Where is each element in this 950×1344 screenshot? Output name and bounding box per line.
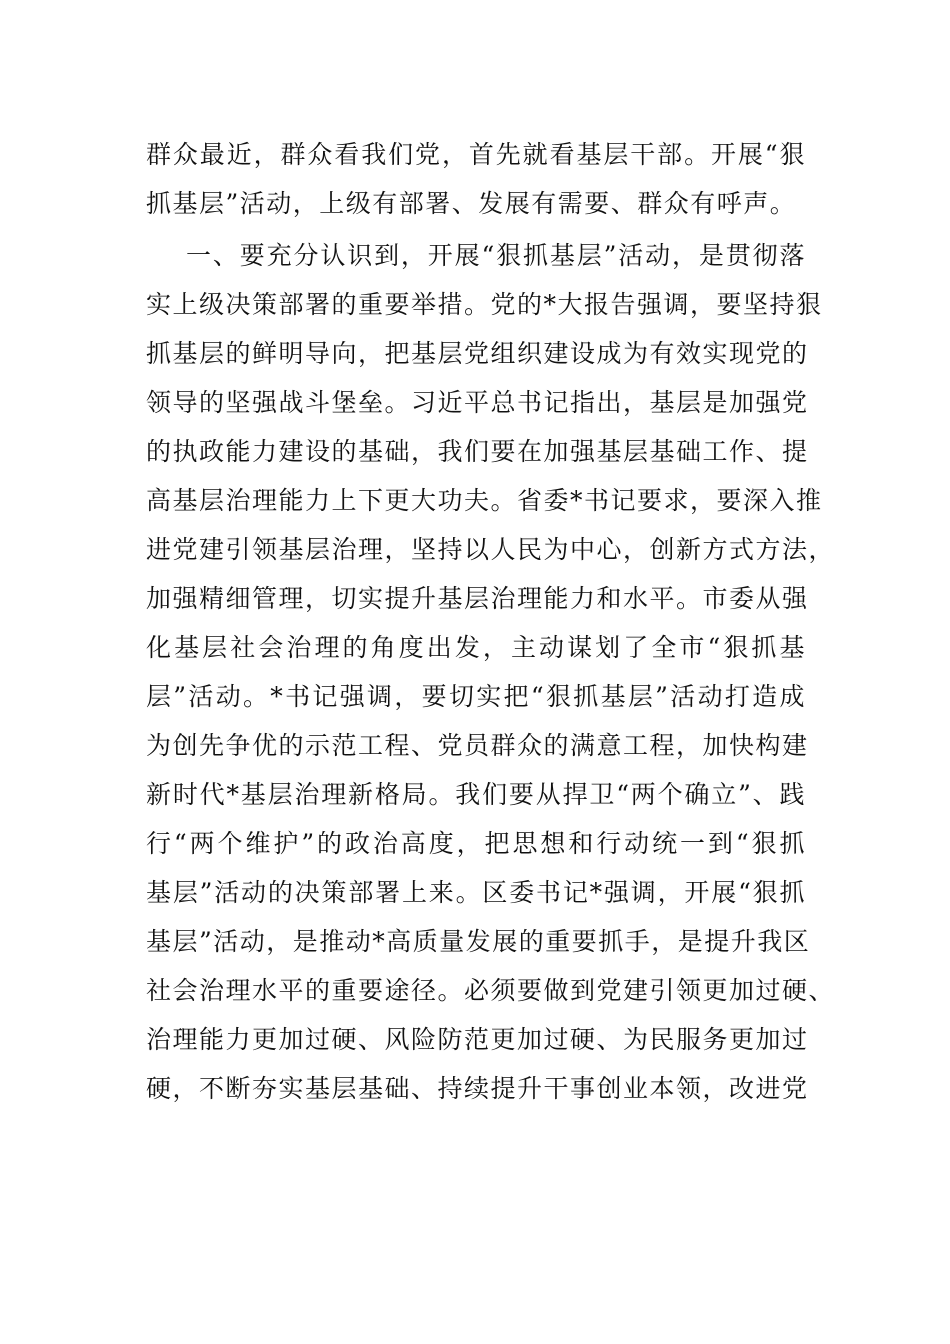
text-line-11: 化基层社会治理的角度出发，主动谋划了全市“狠抓基 — [146, 633, 806, 662]
text-line-1: 群众最近，群众看我们党，首先就看基层干部。开展“狠 — [146, 140, 806, 169]
text-line-10: 加强精细管理，切实提升基层治理能力和水平。市委从强 — [146, 584, 809, 613]
text-line-4: 实上级决策部署的重要举措。党的*大报告强调，要坚持狠 — [146, 290, 823, 319]
text-line-3: 一、要充分认识到，开展“狠抓基层”活动，是贯彻落 — [186, 241, 806, 270]
text-line-14: 新时代*基层治理新格局。我们要从捍卫“两个确立”、践 — [146, 780, 806, 809]
text-line-2: 抓基层”活动，上级有部署、发展有需要、群众有呼声。 — [146, 189, 797, 218]
text-line-6: 领导的坚强战斗堡垒。习近平总书记指出，基层是加强党 — [146, 388, 809, 417]
text-line-12: 层”活动。*书记强调，要切实把“狠抓基层”活动打造成 — [146, 682, 806, 711]
body-text — [146, 130, 836, 1113]
text-line-19: 治理能力更加过硬、风险防范更加过硬、为民服务更加过 — [146, 1025, 809, 1054]
text-line-20: 硬，不断夯实基层基础、持续提升干事创业本领，改进党 — [146, 1074, 809, 1103]
text-line-7: 的执政能力建设的基础，我们要在加强基层基础工作、提 — [146, 437, 809, 466]
text-line-8: 高基层治理能力上下更大功夫。省委*书记要求，要深入推 — [146, 486, 823, 515]
text-line-15: 行“两个维护”的政治高度，把思想和行动统一到“狠抓 — [146, 829, 806, 858]
text-line-13: 为创先争优的示范工程、党员群众的满意工程，加快构建 — [146, 731, 809, 760]
text-line-16: 基层”活动的决策部署上来。区委书记*强调，开展“狠抓 — [146, 878, 806, 907]
text-line-9: 进党建引领基层治理，坚持以人民为中心，创新方式方法， — [146, 535, 836, 564]
text-line-17: 基层”活动，是推动*高质量发展的重要抓手，是提升我区 — [146, 927, 811, 956]
text-line-18: 社会治理水平的重要途径。必须要做到党建引领更加过硬、 — [146, 976, 836, 1005]
text-line-5: 抓基层的鲜明导向，把基层党组织建设成为有效实现党的 — [146, 339, 809, 368]
